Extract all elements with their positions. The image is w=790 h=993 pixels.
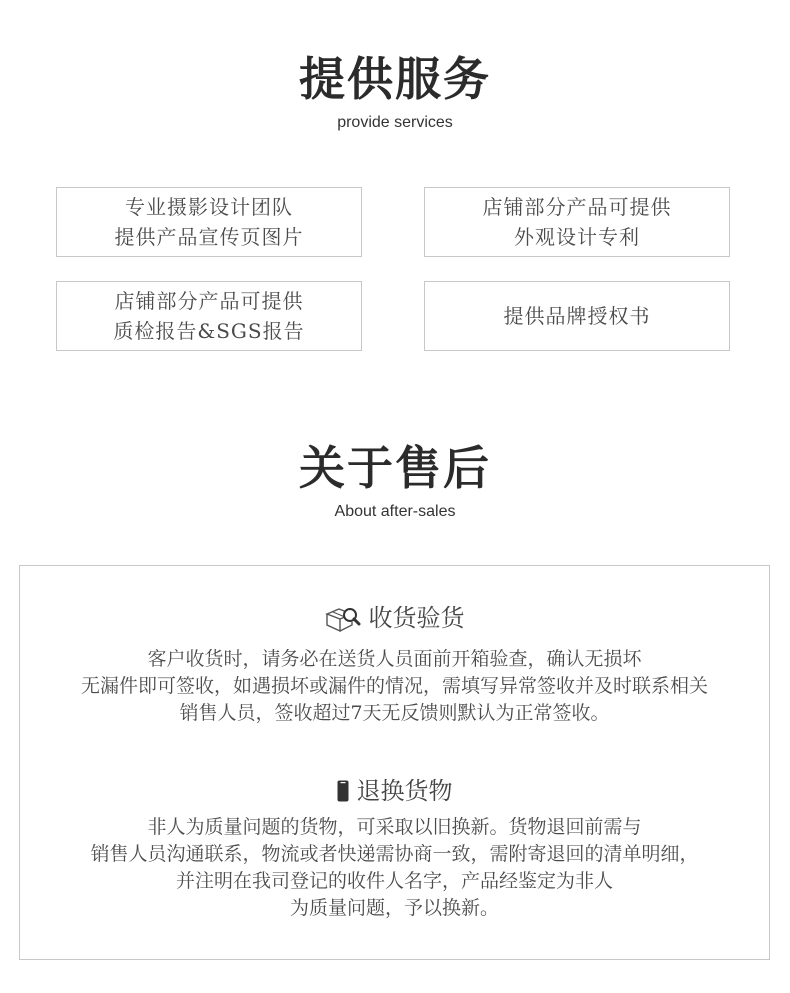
service-card-line: 提供品牌授权书 <box>503 304 651 328</box>
exchange-heading <box>20 779 769 803</box>
service-card-line: 专业摄影设计团队 <box>125 195 293 219</box>
receipt-line: 销售人员，签收超过7天无反馈则默认为正常签收。 <box>179 702 610 724</box>
after-sales-panel <box>19 565 770 960</box>
receipt-line: 客户收货时，请务必在送货人员面前开箱验查，确认无损坏 <box>147 648 642 670</box>
service-card-line: 外观设计专利 <box>514 225 640 249</box>
exchange-line: 为质量问题，予以换新。 <box>289 897 499 919</box>
service-card-photography <box>56 187 362 257</box>
receipt-line: 无漏件即可签收，如遇损坏或漏件的情况，需填写异常签收并及时联系相关 <box>80 675 708 697</box>
service-card-line: 提供产品宣传页图片 <box>114 225 304 249</box>
after-sales-title: 关于售后 <box>299 441 491 495</box>
service-card-quality-report <box>56 281 362 351</box>
services-title: 提供服务 <box>299 52 491 106</box>
service-card-line: 店铺部分产品可提供 <box>114 289 304 313</box>
receipt-heading-text: 收货验货 <box>368 604 465 632</box>
service-card-brand-authorization <box>424 281 730 351</box>
exchange-line: 销售人员沟通联系，物流或者快递需协商一致，需附寄退回的清单明细， <box>90 843 699 865</box>
services-subtitle: provide services <box>337 114 453 131</box>
exchange-line: 非人为质量问题的货物，可采取以旧换新。货物退回前需与 <box>147 816 642 838</box>
phone-icon <box>337 780 349 802</box>
exchange-line: 并注明在我司登记的收件人名字，产品经鉴定为非人 <box>175 870 613 892</box>
service-card-design-patent <box>424 187 730 257</box>
after-sales-subtitle: About after-sales <box>334 503 456 520</box>
package-search-icon <box>325 604 361 632</box>
receipt-paragraph <box>20 646 769 727</box>
exchange-heading-text: 退换货物 <box>356 777 453 805</box>
exchange-paragraph <box>20 814 769 922</box>
service-card-line: 质检报告&SGS报告 <box>113 319 305 343</box>
service-card-line: 店铺部分产品可提供 <box>482 195 672 219</box>
receipt-heading <box>20 604 769 632</box>
